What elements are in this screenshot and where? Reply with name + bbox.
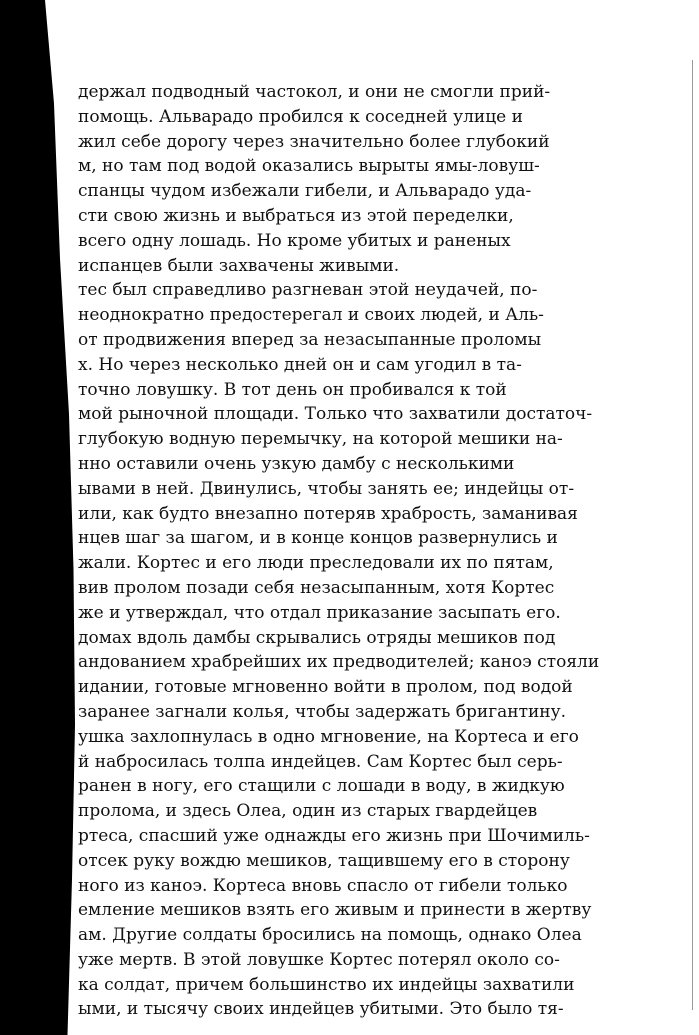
text-line: емление мешиков взять его живым и принести в жертву [78,900,592,921]
page-edge [692,60,693,1010]
text-line: домах вдоль дамбы скрывались отряды мешиков под [78,627,556,648]
text-line: ранен в ногу, его стащили с лошади в воду, в жидкую [78,776,565,797]
text-line: ывами в ней. Двинулись, чтобы занять ее; индейцы от- [78,478,575,499]
text-line: держал подводный частокол, и они не смогли прий- [78,82,551,102]
text-line: жил себе дорогу через значительно более глубокий [78,131,550,152]
text-line: х. Но через несколько дней он и сам угодил в та- [78,354,522,375]
text-line: нцев шаг за шагом, и в конце концов развернулись и [78,528,558,549]
text-line: точно ловушку. В тот день он пробивался к той [78,379,507,400]
text-line: ыми, и тысячу своих индейцев убитыми. Это было тя- [78,999,564,1020]
text-line: глубокую водную перемычку, на которой мешики на- [78,429,563,450]
text-line: ам. Другие солдаты бросились на помощь, однако Олеа [78,925,582,946]
text-line: заранее загнали колья, чтобы задержать бригантину. [78,701,567,722]
text-line: мой рыночной площади. Только что захватили достаточ- [78,404,593,425]
text-line: ка солдат, причем большинство их индейцы захватили [78,974,575,995]
text-line: тес был справедливо разгневан этой неудачей, по- [78,280,538,301]
text-line: испанцев были захвачены живыми. [78,255,400,276]
text-line: идании, готовые мгновенно войти в пролом, под водой [78,677,573,698]
text-line: андованием храбрейших их предводителей; каноэ стояли [78,652,600,673]
text-line: пролома, и здесь Олеа, один из старых гвардейцев [78,801,538,822]
text-line: ртеса, спасший уже однажды его жизнь при Шочимиль- [78,825,590,846]
text-line: или, как будто внезапно потеряв храбрость, заманивая [78,503,578,524]
text-line: ного из каноэ. Кортеса вновь спасло от гибели только [78,875,568,896]
text-line: всего одну лошадь. Но кроме убитых и раненых [78,230,511,251]
text-line: уже мертв. В этой ловушке Кортес потерял около со- [78,949,560,970]
text-line: сти свою жизнь и выбраться из этой переделки, [78,205,514,226]
text-line: ушка захлопнулась в одно мгновение, на Кортеса и его [78,726,579,747]
text-line: неоднократно предостерегал и своих людей, и Аль- [78,305,544,326]
text-line: й набросилась толпа индейцев. Сам Кортес был серь- [78,751,563,772]
text-line: нно оставили очень узкую дамбу с несколькими [78,453,515,474]
text-line: спанцы чудом избежали гибели, и Альварадо уда- [78,181,532,202]
text-line: же и утверждал, что отдал приказание засыпать его. [78,602,561,623]
text-line: м, но там под водой оказались вырыты ямы-ловуш- [78,156,540,177]
page-text [0,80,660,1022]
text-line: помощь. Альварадо пробился к соседней улице и [78,106,523,127]
text-line: отсек руку вождю мешиков, тащившему его в сторону [78,850,570,871]
text-line: вив пролом позади себя незасыпанным, хотя Кортес [78,577,555,598]
text-line: от продвижения вперед за незасыпанные проломы [78,329,542,350]
text-line: жали. Кортес и его люди преследовали их по пятам, [78,553,554,574]
